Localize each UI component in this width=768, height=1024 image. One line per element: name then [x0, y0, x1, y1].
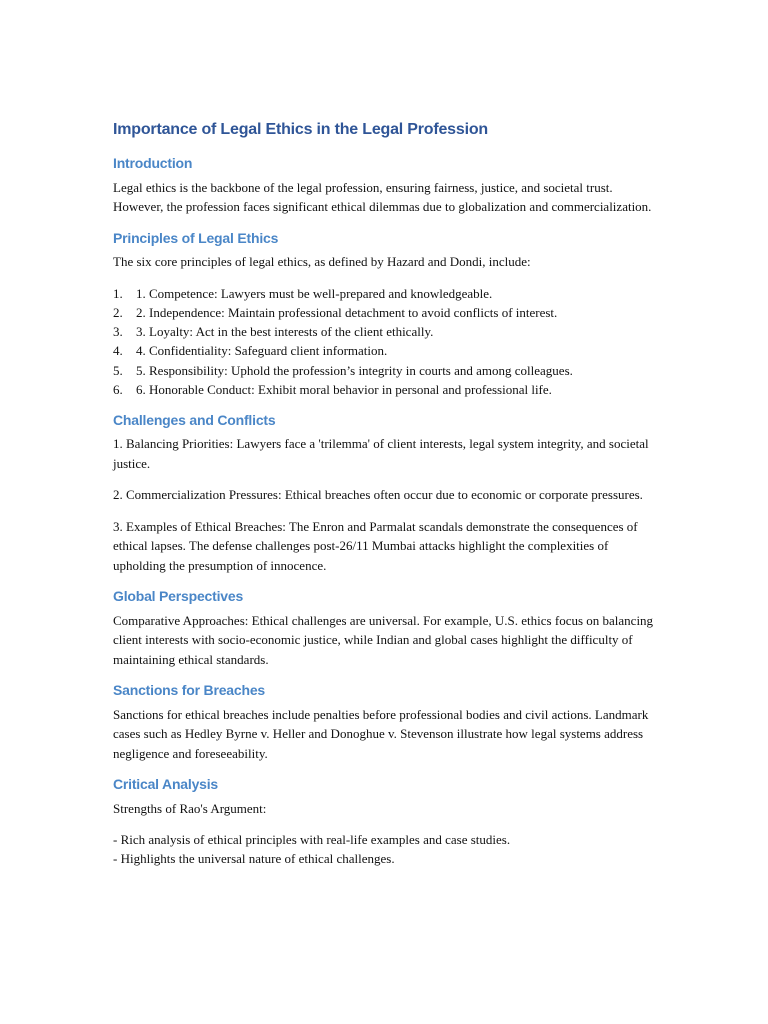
principle-item — [113, 322, 658, 341]
list-number: 6. — [113, 381, 123, 397]
challenges-heading: Challenges and Conflicts — [113, 411, 276, 428]
principle-text: 6. Honorable Conduct: Exhibit moral behavior in personal and professional life. — [136, 381, 552, 397]
principle-text: 2. Independence: Maintain professional detachment to avoid conflicts of interest. — [136, 304, 558, 320]
global-section — [113, 588, 658, 669]
global-heading: Global Perspectives — [113, 588, 244, 605]
challenges-paragraph-1: 1. Balancing Priorities: Lawyers face a 'trilemma' of client interests, legal system integrity, and societal justice. — [113, 436, 649, 471]
principle-item — [113, 380, 658, 399]
principle-text: 3. Loyalty: Act in the best interests of the client ethically. — [136, 324, 434, 340]
introduction-section — [113, 155, 658, 217]
principle-item — [113, 284, 658, 303]
sanctions-heading: Sanctions for Breaches — [113, 682, 265, 699]
list-number: 4. — [113, 343, 123, 359]
principle-text: 1. Competence: Lawyers must be well-prepared and knowledgeable. — [136, 285, 493, 301]
principle-text: 4. Confidentiality: Safeguard client information. — [136, 343, 388, 359]
list-number: 1. — [113, 285, 123, 301]
principles-list — [113, 284, 658, 399]
principle-item — [113, 303, 658, 322]
critical-section — [113, 776, 658, 868]
principles-section — [113, 230, 658, 399]
principles-intro: The six core principles of legal ethics, as defined by Hazard and Dondi, include: — [113, 254, 531, 270]
list-number: 2. — [113, 304, 123, 320]
critical-bullet-item: - Highlights the universal nature of ethical challenges. — [113, 851, 395, 867]
list-number: 3. — [113, 324, 123, 340]
critical-intro: Strengths of Rao's Argument: — [113, 800, 267, 816]
list-number: 5. — [113, 362, 123, 378]
global-paragraph: Comparative Approaches: Ethical challenges are universal. For example, U.S. ethics focus on balancing client interests with socio-economic justice, while Indian and global cases highlight the difficulty of maintaining ethical standards. — [113, 612, 654, 667]
sanctions-paragraph: Sanctions for ethical breaches include penalties before professional bodies and civil actions. Landmark cases such as Hedley Byrne v. Heller and Donoghue v. Stevenson illustrate how legal systems address negligence and foreseeability. — [113, 706, 649, 761]
critical-heading: Critical Analysis — [113, 776, 219, 793]
challenges-paragraph-3: 3. Examples of Ethical Breaches: The Enron and Parmalat scandals demonstrate the consequences of ethical lapses. The defense challenges post-26/11 Mumbai attacks highlight the complexities of upholding the presumption of innocence. — [113, 518, 638, 573]
document-title: Importance of Legal Ethics in the Legal Profession — [113, 121, 488, 138]
introduction-paragraph: Legal ethics is the backbone of the legal profession, ensuring fairness, justice, and societal trust. However, the profession faces significant ethical dilemmas due to globalization and commercialization. — [113, 179, 652, 215]
principle-item — [113, 361, 658, 380]
challenges-section — [113, 412, 658, 576]
introduction-heading: Introduction — [113, 155, 193, 172]
critical-bullet-item: - Rich analysis of ethical principles with real-life examples and case studies. — [113, 832, 511, 848]
challenges-paragraph-2: 2. Commercialization Pressures: Ethical breaches often occur due to economic or corporate pressures. — [113, 487, 643, 503]
principle-text: 5. Responsibility: Uphold the profession’s integrity in courts and among colleagues. — [136, 362, 573, 378]
principles-heading: Principles of Legal Ethics — [113, 229, 279, 246]
sanctions-section — [113, 682, 658, 763]
critical-bullets — [113, 830, 658, 868]
principle-item — [113, 341, 658, 360]
